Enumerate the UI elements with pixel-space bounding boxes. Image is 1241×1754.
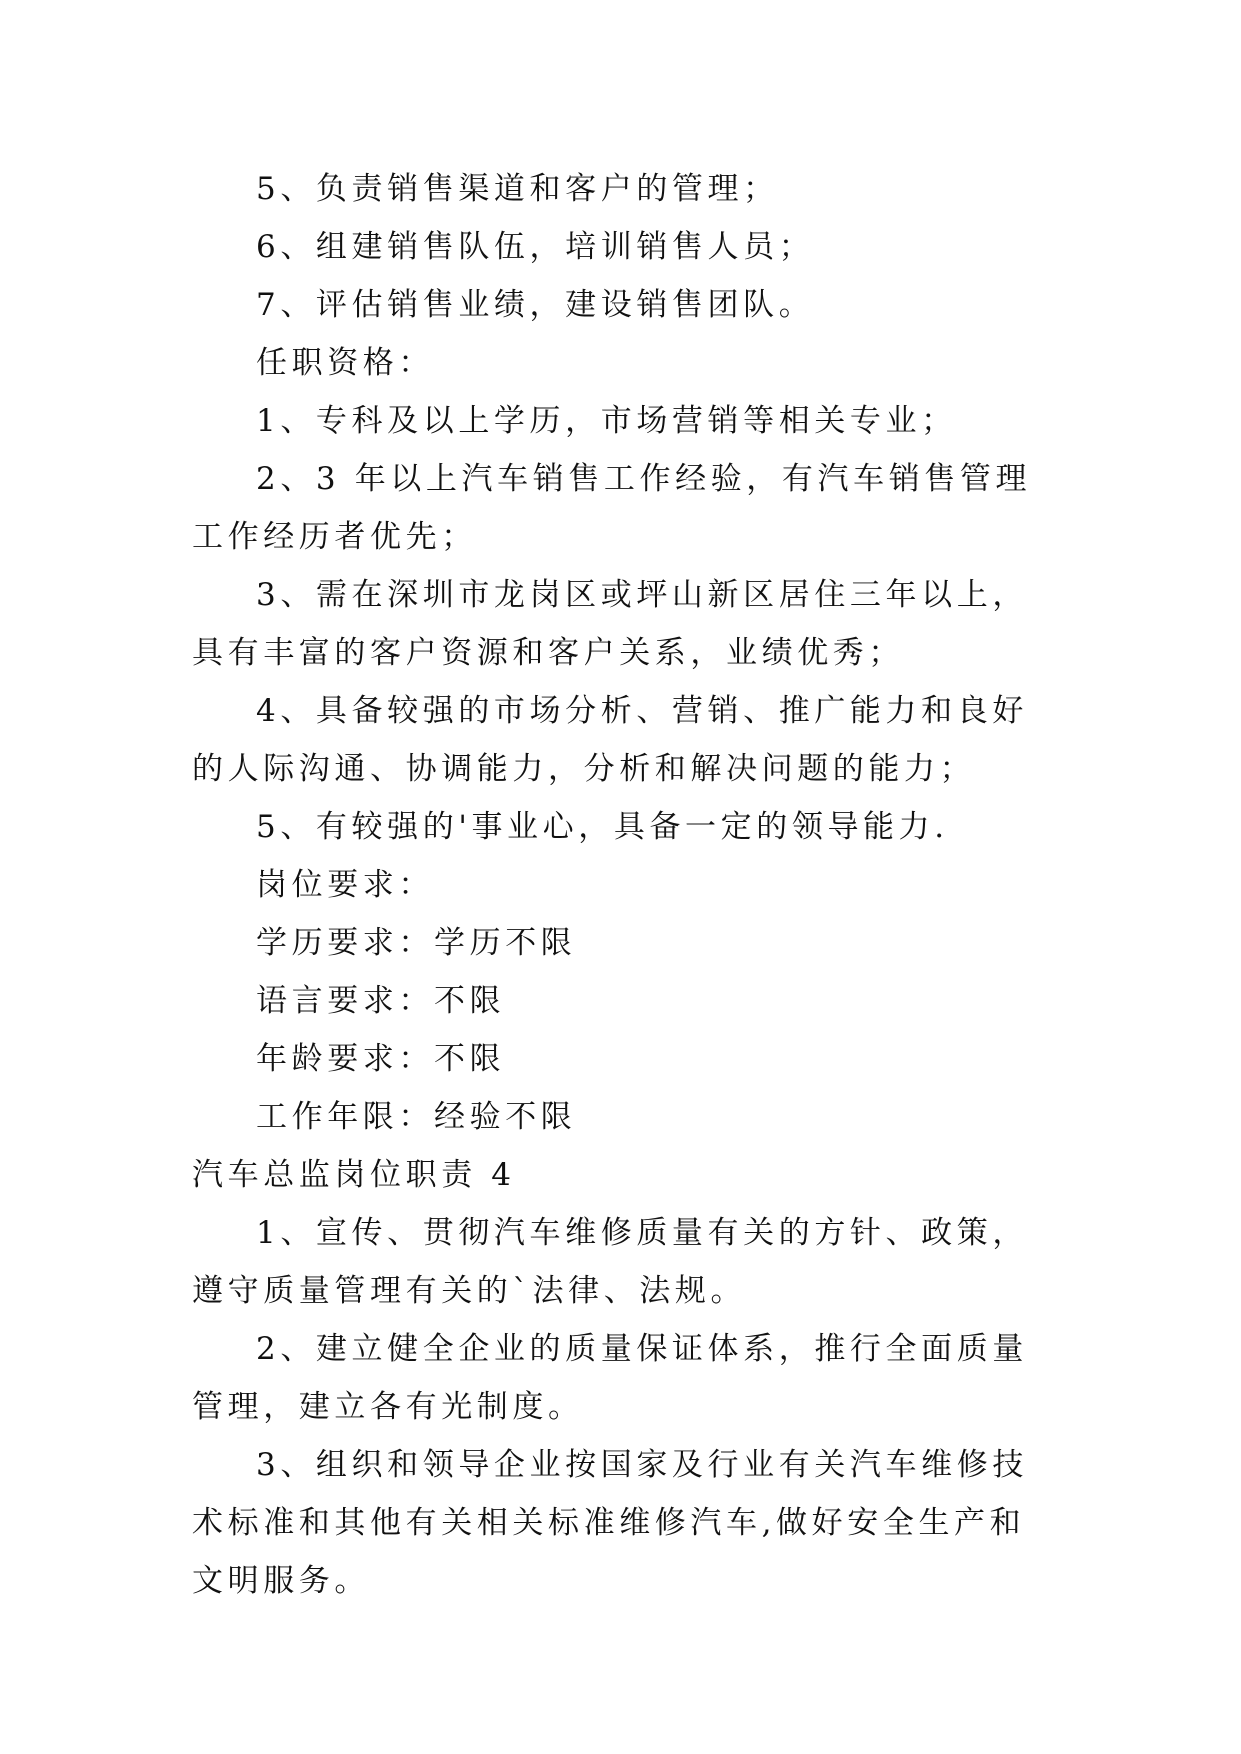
requirement-years: 工作年限：经验不限 — [256, 1099, 577, 1135]
requirement-language: 语言要求：不限 — [256, 983, 506, 1019]
document-body — [192, 160, 1058, 1610]
paragraph-duty-2: 2、建立健全企业的质量保证体系，推行全面质量管理，建立各有光制度。 — [192, 1331, 1028, 1425]
section-heading-requirements: 岗位要求： — [256, 867, 434, 903]
paragraph-duty-1: 1、宣传、贯彻汽车维修质量有关的方针、政策，遵守质量管理有关的`法律、法规。 — [192, 1215, 1028, 1309]
paragraph-sales-evaluate: 7、评估销售业绩，建设销售团队。 — [256, 287, 815, 323]
paragraph-leadership: 5、有较强的'事业心，具备一定的领导能力. — [256, 809, 949, 845]
paragraph-residence: 3、需在深圳市龙岗区或坪山新区居住三年以上，具有丰富的客户资源和客户关系，业绩优秀； — [192, 577, 1028, 671]
section-title: 汽车总监岗位职责 4 — [192, 1157, 516, 1193]
paragraph-sales-channel: 5、负责销售渠道和客户的管理； — [256, 171, 779, 207]
requirement-education: 学历要求：学历不限 — [256, 925, 577, 961]
paragraph-abilities: 4、具备较强的市场分析、营销、推广能力和良好的人际沟通、协调能力，分析和解决问题的能力； — [192, 693, 1028, 787]
paragraph-sales-team-build: 6、组建销售队伍，培训销售人员； — [256, 229, 815, 265]
paragraph-education: 1、专科及以上学历，市场营销等相关专业； — [256, 403, 957, 439]
paragraph-duty-3: 3、组织和领导企业按国家及行业有关汽车维修技术标准和其他有关相关标准维修汽车,做好安全生产和文明服务。 — [192, 1447, 1028, 1599]
section-heading-qualifications: 任职资格： — [256, 345, 434, 381]
paragraph-experience: 2、3 年以上汽车销售工作经验，有汽车销售管理工作经历者优先； — [192, 461, 1032, 555]
requirement-age: 年龄要求：不限 — [256, 1041, 506, 1077]
